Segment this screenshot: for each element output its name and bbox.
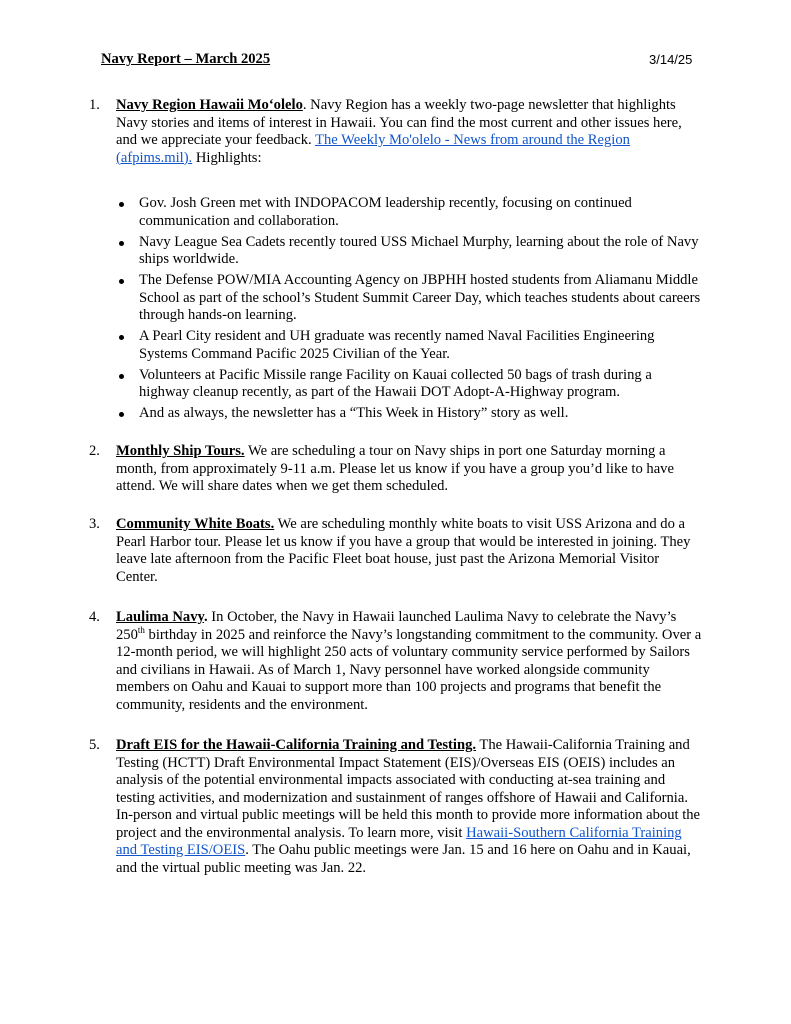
item-heading: Navy Region Hawaii Mo‘olelo bbox=[116, 97, 303, 113]
report-item-2 bbox=[89, 443, 704, 496]
report-item-1 bbox=[89, 97, 704, 167]
item-text: We are scheduling monthly white boats to visit USS Arizona and do a Pearl Harbor tour. Please let us know if you have a group that would be interested in joining. They leave late afternoon from the Pacific Fleet boat house, just past the Arizona Memorial Visitor Center. bbox=[116, 516, 691, 585]
list-item bbox=[139, 367, 704, 402]
newsletter-link[interactable]: The Weekly Mo'olelo - News from around the Region (afpims.mil). bbox=[116, 132, 630, 166]
report-title: Navy Report – March 2025 bbox=[101, 51, 271, 67]
item-text: The Hawaii-California Training and Testing (HCTT) Draft Environmental Impact Statement (EIS)/Overseas EIS (OEIS) includes an analysis of the potential environmental impacts associated with conducting at-sea training and testing activities, and modernization and sustainment of ranges offshore of Hawaii and California. In-person and virtual public meetings will be held this month to provide more information about the project and the environmental analysis. To learn more, visit bbox=[116, 737, 701, 841]
list-item bbox=[139, 234, 704, 269]
list-item-text: Navy League Sea Cadets recently toured USS Michael Murphy, learning about the role of Navy ships worldwide. bbox=[139, 233, 699, 267]
list-item-text: The Defense POW/MIA Accounting Agency on JBPHH hosted students from Aliamanu Middle School as part of the school’s Student Summit Career Day, which teaches students about careers through hands-on learning. bbox=[139, 272, 701, 323]
list-item-text: A Pearl City resident and UH graduate was recently named Naval Facilities Engineering Systems Command Pacific 2025 Civilian of the Year. bbox=[139, 328, 655, 362]
bullet-icon bbox=[119, 335, 124, 340]
item-heading: Draft EIS for the Hawaii-California Training and Testing. bbox=[116, 737, 477, 753]
highlights-list bbox=[139, 195, 704, 426]
item-heading: Community White Boats. bbox=[116, 516, 275, 532]
bullet-icon bbox=[119, 412, 124, 417]
list-item bbox=[139, 195, 704, 230]
bullet-icon bbox=[119, 202, 124, 207]
bullet-icon bbox=[119, 374, 124, 379]
list-item bbox=[139, 405, 704, 423]
item-text: In October, the Navy in Hawaii launched Laulima Navy to celebrate the Navy’s 250 bbox=[116, 609, 677, 643]
item-number: 2. bbox=[89, 443, 100, 459]
item-text: birthday in 2025 and reinforce the Navy’s longstanding commitment to the community. Over a 12-month period, we will highlight 250 acts of voluntary community service performed by Sailors and civilians in Hawaii. As of March 1, Navy personnel have worked alongside community members on Oahu and Kauai to support more than 100 projects and programs that benefit the community, residents and the environment. bbox=[116, 626, 702, 713]
bullet-icon bbox=[119, 241, 124, 246]
item-heading: Monthly Ship Tours. bbox=[116, 443, 245, 459]
item-text: . The Oahu public meetings were Jan. 15 and 16 here on Oahu and in Kauai, and the virtual public meeting was Jan. 22. bbox=[116, 842, 691, 876]
bullet-icon bbox=[119, 279, 124, 284]
item-number: 3. bbox=[89, 516, 100, 532]
list-item-text: And as always, the newsletter has a “This Week in History” story as well. bbox=[139, 405, 569, 421]
item-text: Highlights: bbox=[192, 149, 262, 166]
item-text: We are scheduling a tour on Navy ships in port one Saturday morning a month, from approximately 9-11 a.m. Please let us know if you have a group you’d like to have attend. We will share dates when we get them scheduled. bbox=[116, 443, 674, 494]
list-item-text: Gov. Josh Green met with INDOPACOM leadership recently, focusing on continued communication and collaboration. bbox=[139, 195, 632, 229]
item-number: 1. bbox=[89, 97, 100, 113]
eis-link[interactable]: Hawaii-Southern California Training and Testing EIS/OEIS bbox=[116, 824, 682, 858]
list-item bbox=[139, 272, 704, 325]
report-date: 3/14/25 bbox=[649, 52, 693, 67]
list-item bbox=[139, 328, 704, 363]
report-item-4 bbox=[89, 609, 704, 714]
report-item-5 bbox=[89, 737, 704, 877]
item-heading-suffix: . bbox=[203, 609, 208, 625]
list-item-text: Volunteers at Pacific Missile range Facility on Kauai collected 50 bags of trash during a highway cleanup recently, as part of the Hawaii DOT Adopt-A-Highway program. bbox=[139, 366, 652, 400]
item-number: 4. bbox=[89, 609, 100, 625]
item-text: . Navy Region has a weekly two-page newsletter that highlights Navy stories and items of interest in Hawaii. You can find the most current and other issues here, and we appreciate your feedback. bbox=[116, 97, 682, 148]
superscript: th bbox=[137, 624, 145, 635]
report-item-3 bbox=[89, 516, 704, 586]
item-number: 5. bbox=[89, 737, 100, 753]
item-heading: Laulima Navy bbox=[116, 609, 204, 625]
